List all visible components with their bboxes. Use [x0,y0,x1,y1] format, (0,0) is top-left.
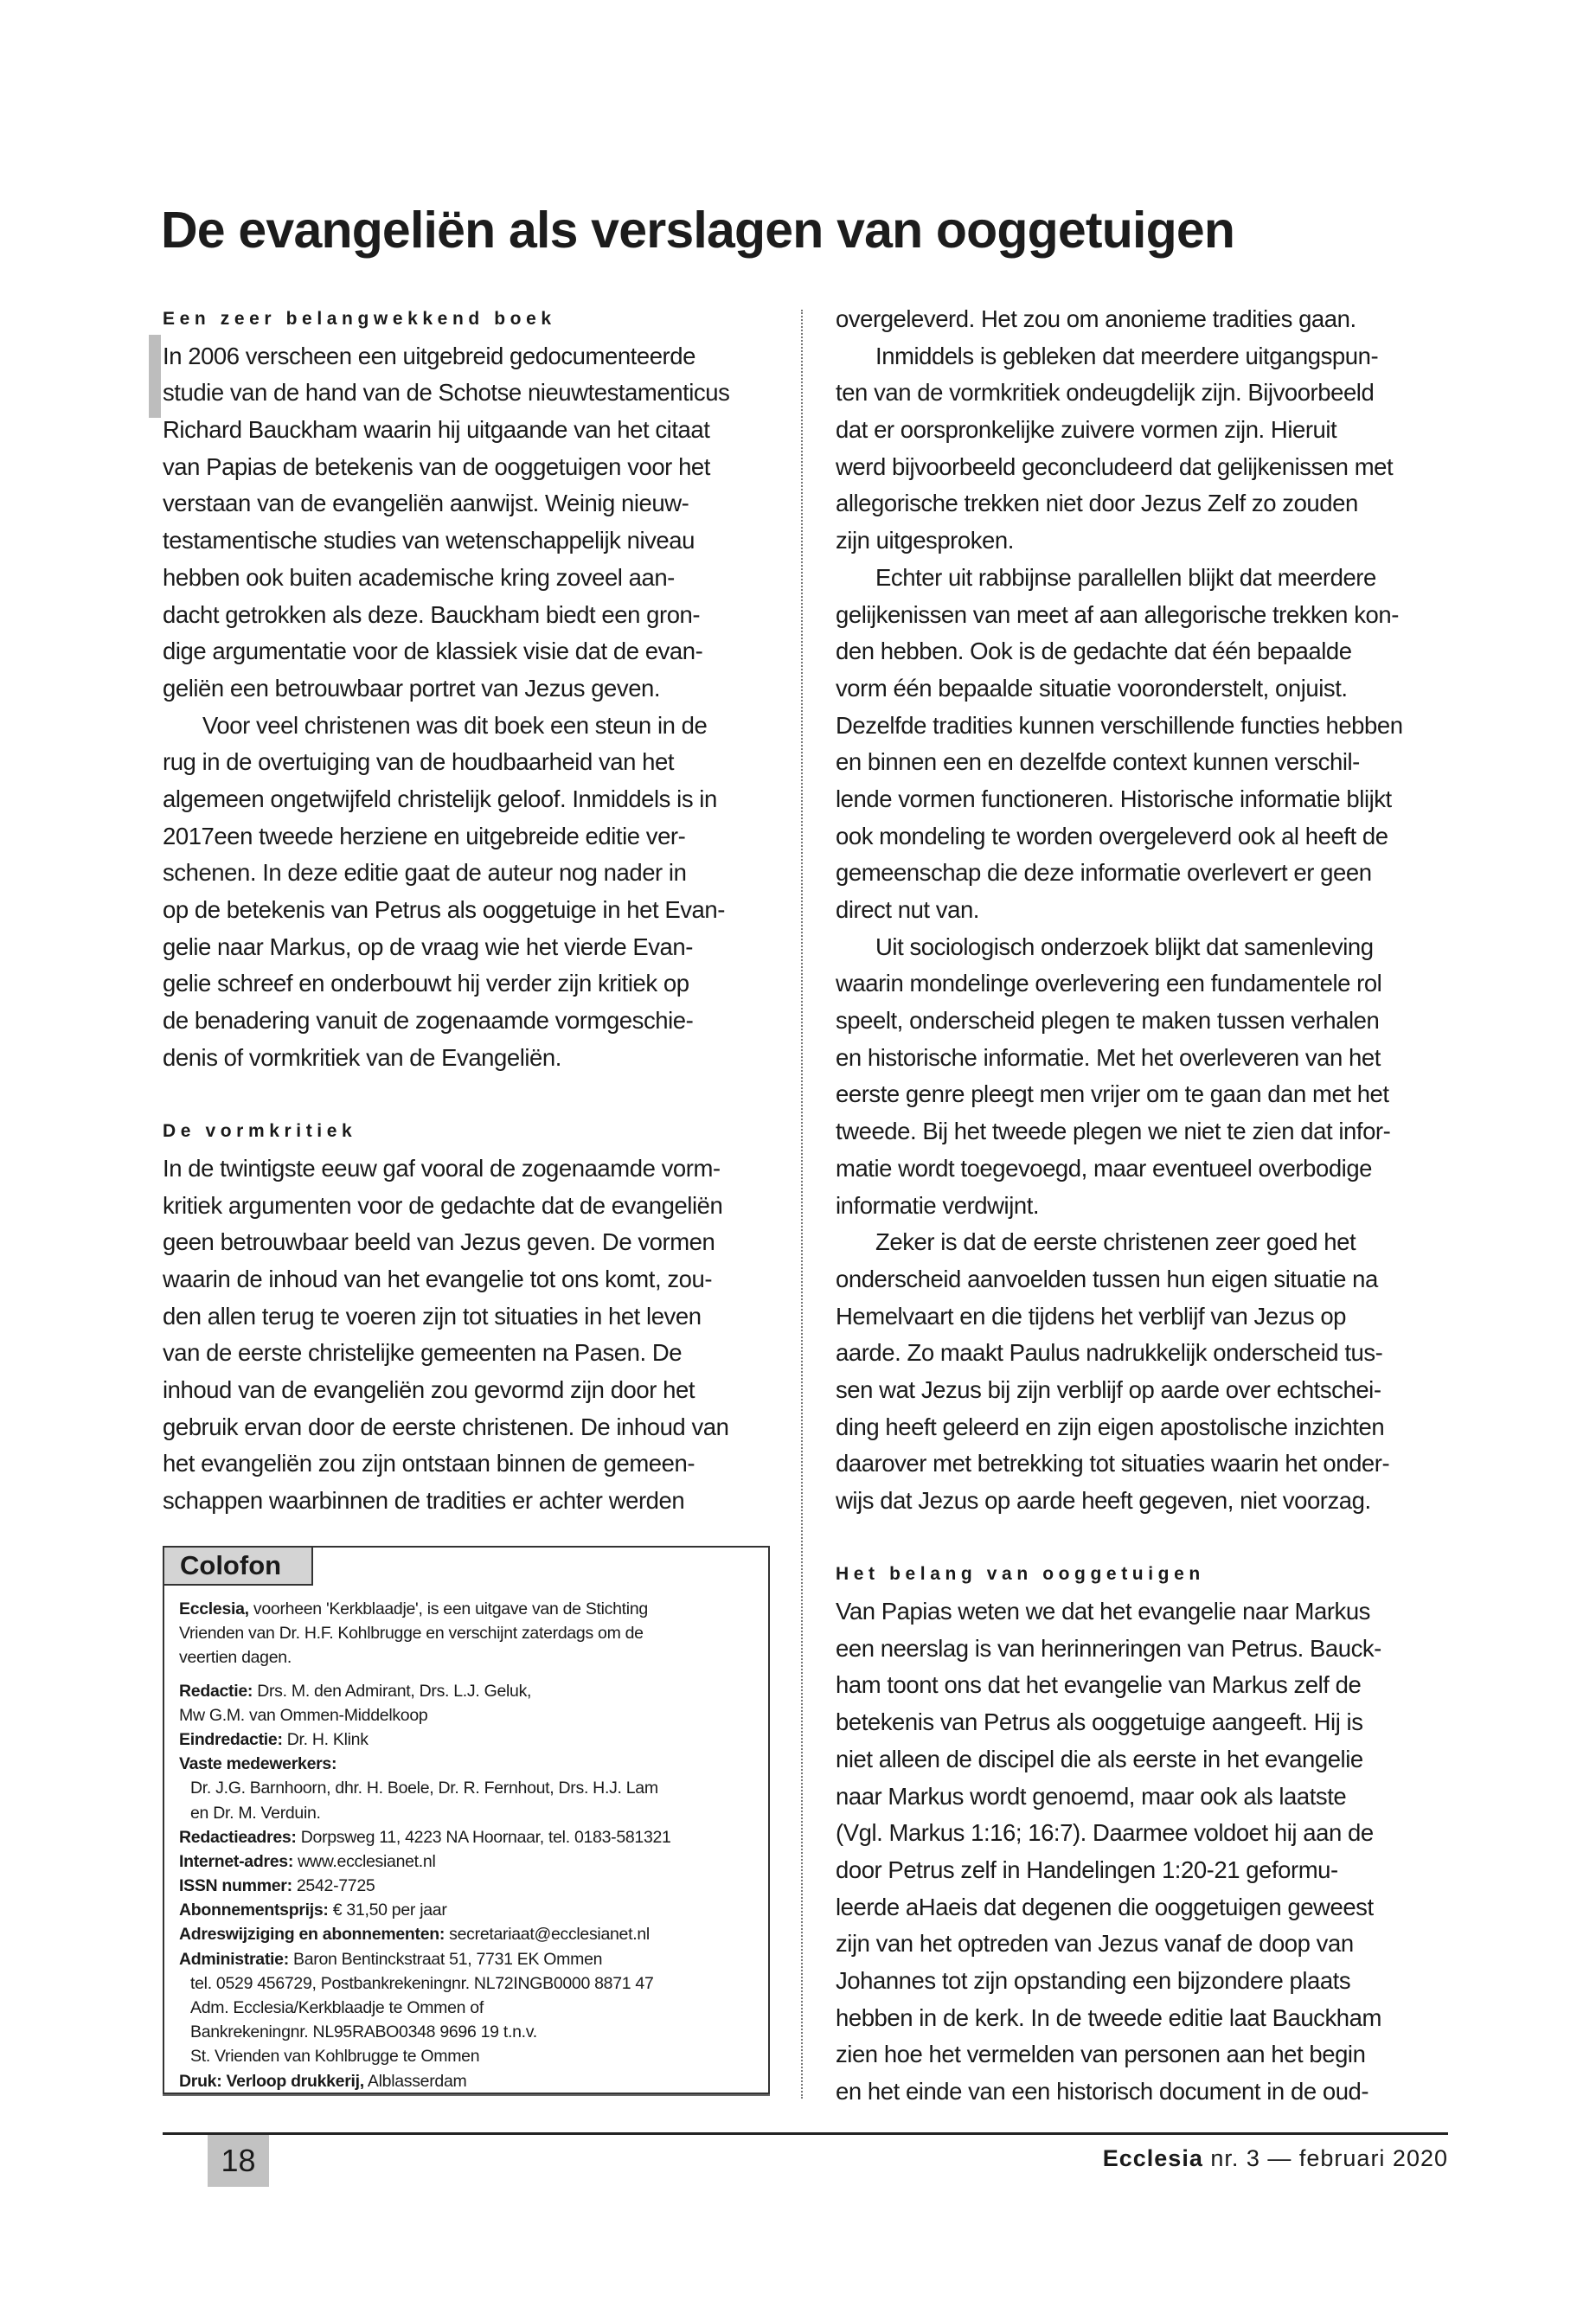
colofon-line [179,1703,760,1727]
text-line: schenen. In deze editie gaat de auteur nog nader in [163,859,687,887]
text-line: gelie naar Markus, op de vraag wie het vierde Evan- [163,933,693,960]
colofon-field-value: secretariaat@ecclesianet.nl [445,1925,650,1945]
text-line: kritiek argumenten voor de gedachte dat de evangeliën [163,1191,723,1219]
colofon-line [179,1922,760,1946]
colofon-line [179,1776,760,1800]
text-line: allegorische trekken niet door Jezus Zelf zo zouden [836,490,1358,517]
text-line: ten van de vormkritiek ondeugdelijk zijn. Bijvoorbeeld [836,379,1375,407]
text-line: ham toont ons dat het evangelie van Markus zelf de [836,1671,1362,1699]
text-line: dat er oorspronkelijke zuivere vormen zijn. Hieruit [836,416,1337,444]
text-line: matie wordt toegevoegd, maar eventueel overbodige [836,1154,1373,1182]
section-heading: De vormkritiek [163,1121,357,1142]
colofon-line [179,2069,760,2093]
text-line: Echter uit rabbijnse parallellen blijkt dat meerdere [875,563,1376,591]
text-line: de benadering vanuit de zogenaamde vormgeschie- [163,1007,694,1035]
colofon-line [179,1971,760,1996]
text-line: schappen waarbinnen de tradities er achter werden [163,1487,685,1514]
colofon-field-value: Bankrekeningnr. NL95RABO0348 9696 19 t.n.v. [190,2022,537,2042]
column-divider [801,310,803,2099]
footer-publication [1103,2145,1448,2172]
section-heading: Een zeer belangwekkend boek [163,309,556,329]
colofon-field-label: Redactieadres: [179,1827,297,1847]
text-line: (Vgl. Markus 1:16; 16:7). Daarmee voldoet hij aan de [836,1819,1374,1847]
text-line: den hebben. Ook is de gedachte dat één bepaalde [836,638,1352,665]
colofon-line [179,1801,760,1825]
colofon-line [179,1947,760,1971]
colofon-field-label: Ecclesia, [179,1599,249,1618]
colofon-field-label: Vaste medewerkers: [179,1754,337,1774]
text-line: waarin mondelinge overlevering een fundamentele rol [836,970,1382,997]
colofon-line [179,1727,760,1752]
colofon-line [179,2044,760,2068]
colofon-box [163,1546,770,2094]
colofon-line [179,1752,760,1776]
colofon-field-label: Druk: Verloop drukkerij, [179,2071,364,2091]
colofon-field-value: www.ecclesianet.nl [293,1851,436,1871]
colofon-field-value: Dr. H. Klink [282,1729,369,1749]
footer-rule [163,2132,1448,2135]
publication-name: Ecclesia [1102,2145,1203,2171]
colofon-label: Colofon [163,1546,313,1586]
text-line: Inmiddels is gebleken dat meerdere uitgangspun- [875,342,1379,369]
right-column [836,301,1458,2111]
colofon-line [179,1996,760,2020]
text-line: hebben ook buiten academische kring zoveel aan- [163,563,675,591]
colofon-line [179,1825,760,1849]
text-line: direct nut van. [836,896,979,923]
text-line: den allen terug te voeren zijn tot situaties in het leven [163,1302,702,1330]
text-line: en binnen een en dezelfde context kunnen verschil- [836,748,1360,776]
colofon-field-label: ISSN nummer: [179,1876,292,1896]
colofon-field-value: Alblasserdam [363,2071,467,2091]
colofon-field-label: Internet-adres: [179,1851,294,1871]
colofon-field-value: Dorpsweg 11, 4223 NA Hoornaar, tel. 0183-581321 [296,1827,671,1847]
colofon-field-value: Mw G.M. van Ommen-Middelkoop [179,1705,428,1725]
left-column [163,301,785,1520]
text-line: en het einde van een historisch document in de oud- [836,2078,1369,2105]
text-line: geen betrouwbaar beeld van Jezus geven. De vormen [163,1228,715,1256]
text-line: overgeleverd. Het zou om anonieme tradities gaan. [836,305,1356,332]
colofon-line [179,1597,760,1621]
page-number: 18 [208,2135,269,2187]
text-line: Zeker is dat de eerste christenen zeer goed het [875,1228,1356,1256]
colofon-field-label: Administratie: [179,1949,289,1969]
colofon-field-label: Redactie: [179,1681,253,1701]
colofon-field-value: veertien dagen. [179,1648,292,1668]
text-line: In 2006 verscheen een uitgebreid gedocumenteerde [163,342,695,369]
text-line: betekenis van Petrus als ooggetuige aangeeft. Hij is [836,1708,1363,1736]
colofon-field-value: Vrienden van Dr. H.F. Kohlbrugge en verschijnt zaterdags om de [179,1624,644,1644]
spacer [163,1076,785,1113]
text-line: van Papias de betekenis van de ooggetuigen voor het [163,452,710,480]
text-line: wijs dat Jezus op aarde heeft gegeven, niet voorzag. [836,1487,1371,1514]
text-line: gelie schreef en onderbouwt hij verder zijn kritiek op [163,970,689,997]
text-line: geliën een betrouwbaar portret van Jezus geven. [163,674,661,702]
text-line: testamentische studies van wetenschappelijk niveau [163,527,695,554]
text-line: leerde aHaeis dat degenen die ooggetuigen geweest [836,1893,1374,1920]
text-line: werd bijvoorbeeld geconcludeerd dat gelijkenissen met [836,452,1394,480]
colofon-field-value: 2542-7725 [292,1876,375,1896]
text-line: zijn van het optreden van Jezus vanaf de doop van [836,1930,1354,1958]
text-line: eerste genre pleegt men vrijer om te gaan dan met het [836,1080,1389,1108]
text-line: door Petrus zelf in Handelingen 1:20-21 geformu- [836,1856,1338,1883]
text-line: en historische informatie. Met het overleveren van het [836,1043,1381,1071]
text-line: tweede. Bij het tweede plegen we niet te zien dat infor- [836,1118,1391,1145]
text-line: vorm één bepaalde situatie vooronderstelt, onjuist. [836,674,1348,702]
text-line: 2017een tweede herziene en uitgebreide editie ver- [163,822,686,849]
colofon-line [179,2020,760,2044]
colofon-body [179,1597,760,2093]
text-line: gebruik ervan door de eerste christenen. De inhoud van [163,1413,729,1440]
text-line: gelijkenissen van meet af aan allegorische trekken kon- [836,600,1399,628]
colofon-line [179,1849,760,1874]
article-title: De evangeliën als verslagen van ooggetuigen [161,202,1235,259]
colofon-line [179,1898,760,1922]
colofon-line [179,1645,760,1670]
colofon-field-value: en Dr. M. Verduin. [190,1803,321,1823]
text-line: Richard Bauckham waarin hij uitgaande van het citaat [163,416,710,444]
text-line: lende vormen functioneren. Historische informatie blijkt [836,785,1392,812]
paragraph-accent-bar [149,335,161,418]
text-line: Hemelvaart en die tijdens het verblijf van Jezus op [836,1302,1347,1330]
text-line: Johannes tot zijn opstanding een bijzondere plaats [836,1966,1351,1994]
text-line: dacht getrokken als deze. Bauckham biedt een gron- [163,600,701,628]
text-line: Uit sociologisch onderzoek blijkt dat samenleving [875,933,1374,960]
colofon-field-value: St. Vrienden van Kohlbrugge te Ommen [190,2047,480,2067]
colofon-field-value: Adm. Ecclesia/Kerkblaadje te Ommen of [190,1998,484,2017]
text-line: Voor veel christenen was dit boek een steun in de [202,711,708,739]
colofon-field-value: Dr. J.G. Barnhoorn, dhr. H. Boele, Dr. R. Fernhout, Drs. H.J. Lam [190,1779,658,1798]
text-line: op de betekenis van Petrus als ooggetuige in het Evan- [163,896,725,923]
text-line: dige argumentatie voor de klassiek visie dat de evan- [163,638,703,665]
text-line: rug in de overtuiging van de houdbaarheid van het [163,748,675,776]
text-line: In de twintigste eeuw gaf vooral de zogenaamde vorm- [163,1154,721,1182]
section-heading: Het belang van ooggetuigen [836,1564,1205,1585]
text-line: zien hoe het vermelden van personen aan het begin [836,2041,1366,2068]
text-line: Van Papias weten we dat het evangelie naar Markus [836,1598,1370,1625]
colofon-field-value: Baron Bentinckstraat 51, 7731 EK Ommen [288,1949,603,1969]
text-line: een neerslag is van herinneringen van Petrus. Bauck- [836,1634,1381,1662]
text-line: inhoud van de evangeliën zou gevormd zijn door het [163,1375,695,1403]
colofon-line [179,1679,760,1703]
text-line: het evangeliën zou zijn ontstaan binnen de gemeen- [163,1450,695,1477]
colofon-field-value: Drs. M. den Admirant, Drs. L.J. Geluk, [253,1681,532,1701]
colofon-field-value: voorheen 'Kerkblaadje', is een uitgave van de Stichting [248,1599,648,1618]
text-line: waarin de inhoud van het evangelie tot ons komt, zou- [163,1265,713,1292]
colofon-field-value: tel. 0529 456729, Postbankrekeningnr. NL72INGB0000 8871 47 [190,1973,654,1993]
text-line: sen wat Jezus bij zijn verblijf op aarde over echtschei- [836,1375,1381,1403]
colofon-field-label: Eindredactie: [179,1729,283,1749]
text-line: onderscheid aanvoelden tussen hun eigen situatie na [836,1265,1378,1292]
text-line: niet alleen de discipel die als eerste in het evangelie [836,1745,1363,1772]
spacer [836,1520,1458,1557]
text-line: van de eerste christelijke gemeenten na Pasen. De [163,1339,683,1367]
text-line: Dezelfde tradities kunnen verschillende functies hebben [836,711,1403,739]
colofon-line [179,1621,760,1645]
text-line: informatie verdwijnt. [836,1191,1040,1219]
text-line: studie van de hand van de Schotse nieuwtestamenticus [163,379,730,407]
text-line: aarde. Zo maakt Paulus nadrukkelijk onderscheid tus- [836,1339,1383,1367]
text-line: zijn uitgesproken. [836,527,1014,554]
text-line: ook mondeling te worden overgeleverd ook al heeft de [836,822,1388,849]
text-line: ding heeft geleerd en zijn eigen apostolische inzichten [836,1413,1385,1440]
issue-info: nr. 3 — februari 2020 [1202,2145,1448,2171]
colofon-field-label: Abonnementsprijs: [179,1900,329,1920]
text-line: daarover met betrekking tot situaties waarin het onder- [836,1450,1390,1477]
colofon-field-value: € 31,50 per jaar [328,1900,447,1920]
text-line: denis of vormkritiek van de Evangeliën. [163,1043,561,1071]
text-line: speelt, onderscheid plegen te maken tussen verhalen [836,1007,1380,1035]
text-line: algemeen ongetwijfeld christelijk geloof. Inmiddels is in [163,785,717,812]
text-line: gemeenschap die deze informatie overlevert er geen [836,859,1372,887]
text-line: hebben in de kerk. In de tweede editie laat Bauckham [836,2003,1381,2031]
colofon-field-label: Adreswijziging en abonnementen: [179,1925,445,1945]
text-line: naar Markus wordt genoemd, maar ook als laatste [836,1782,1347,1810]
text-line: verstaan van de evangeliën aanwijst. Weinig nieuw- [163,490,689,517]
colofon-line [179,1874,760,1898]
